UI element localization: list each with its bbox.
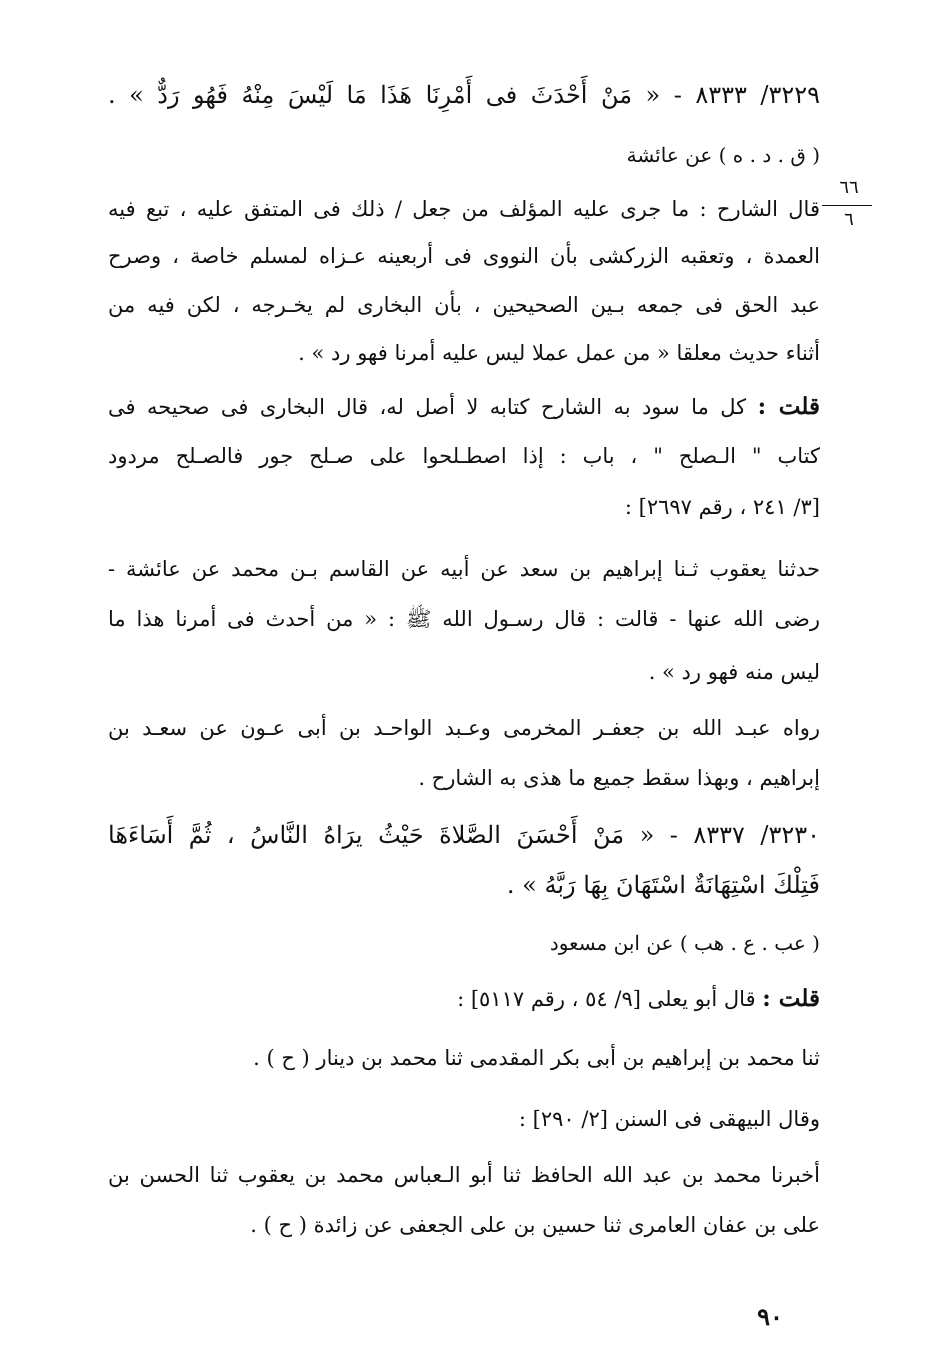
- qult-2-line-1: [108, 984, 820, 1014]
- qult-2-text: قال أبو يعلى [٩/ ٥٤ ، رقم ٥١١٧] :: [457, 987, 756, 1011]
- hadith-3230-source: ( عب . ع . هب ) عن ابن مسعود: [549, 931, 820, 955]
- qult-1-line-3: [٣/ ٢٤١ ، رقم ٢٦٩٧] :: [624, 495, 820, 519]
- isnad-2-line-1: ثنا محمد بن إبراهيم بن أبى بكر المقدمى ثنا محمد بن دينار ( ح ) .: [253, 1046, 820, 1070]
- qult-label: قلت :: [757, 393, 820, 420]
- qult-1-line-2: كتاب " الـصلح " ، باب : إذا اصطـلحوا على صـلح جور فالصـلح مردود: [108, 444, 820, 468]
- page-number: ٩٠: [757, 1302, 783, 1331]
- isnad-3-line-2: على بن عفان العامرى ثنا حسين بن على الجعفى عن زائدة ( ح ) .: [250, 1213, 820, 1237]
- qult-1-text: كل ما سود به الشارح كتابه لا أصل له، قال البخارى فى صحيحه فى: [108, 395, 747, 419]
- isnad-1-line-3: ليس منه فهو رد » .: [648, 660, 820, 684]
- isnad-1-line-1: حدثنا يعقوب ثـنا إبراهيم بن سعد عن أبيه عن القاسم بـن محمد عن عائشة -: [108, 557, 820, 581]
- margin-volume-number: ٦٦: [839, 177, 859, 198]
- commentary-line-2: العمدة ، وتعقبه الزركشى بأن النووى فى أربعينه عـزاه لمسلم خاصة ، وصرح: [108, 244, 820, 268]
- hadith-3229-text: ٣٢٢٩/ ٨٣٣٣ - « مَنْ أَحْدَثَ فى أَمْرِنَا هَذَا مَا لَيْسَ مِنْهُ فَهُو رَدٌّ » .: [108, 81, 821, 109]
- qult-label: قلت :: [762, 985, 820, 1012]
- riwaya-line-2: إبراهيم ، وبهذا سقط جميع ما هذى به الشارح .: [418, 766, 820, 790]
- commentary-line-4: أثناء حديث معلقا « من عمل عملا ليس عليه أمرنا فهو رد » .: [298, 341, 820, 365]
- margin-divider: [822, 205, 872, 206]
- qult-1-line-1: [108, 392, 820, 422]
- isnad-1-line-2: رضى الله عنها - قالت : قال رسـول الله ﷺ : « من أحدث فى أمرنا هذا ما: [108, 607, 820, 631]
- hadith-3229-source: ( ق . د . ه ) عن عائشة: [626, 143, 820, 167]
- hadith-3230-line-2: فَتِلْكَ اسْتِهَانَةٌ اسْتَهَانَ بِهَا رَبَّهُ » .: [506, 871, 820, 899]
- margin-page-number: ٦: [844, 209, 854, 230]
- riwaya-line-1: رواه عبـد الله بن جعفـر المخرمى وعـبد الواحـد بن أبى عـون عن سعـد بن: [108, 716, 820, 740]
- commentary-line-1: قال الشارح : ما جرى عليه المؤلف من جعل / ذلك فى المتفق عليه ، تبع فيه: [108, 197, 820, 221]
- bayhaqi-citation: وقال البيهقى فى السنن [٢/ ٢٩٠] :: [518, 1107, 820, 1131]
- isnad-3-line-1: أخبرنا محمد بن عبد الله الحافظ ثنا أبو الـعباس محمد بن يعقوب ثنا الحسن بن: [108, 1163, 820, 1187]
- hadith-3230-line-1: ٣٢٣٠/ ٨٣٣٧ - « مَنْ أَحْسَنَ الصَّلاةَ حَيْثُ يرَاهُ النَّاسُ ، ثُمَّ أَسَاءَهَا: [108, 821, 821, 849]
- commentary-line-3: عبد الحق فى جمعه بـين الصحيحين ، بأن البخارى لم يخـرجه ، لكن فيه من: [108, 293, 820, 317]
